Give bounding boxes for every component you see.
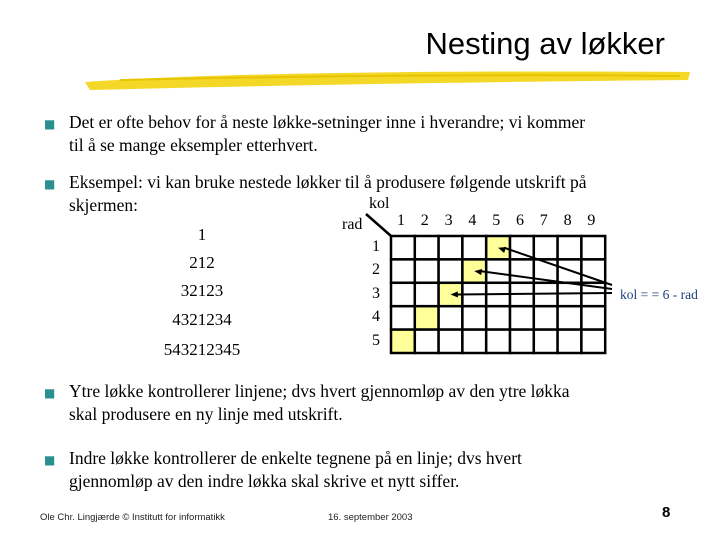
grid-cell	[510, 259, 534, 282]
grid-cell	[510, 330, 534, 353]
square-bullet-icon: ■	[44, 177, 56, 191]
grid-cell	[391, 236, 415, 259]
grid-cell	[462, 330, 486, 353]
grid-cell	[558, 330, 582, 353]
grid-cell	[439, 236, 463, 259]
bullet-text-4: Indre løkke kontrollerer de enkelte tegnene på en linje; dvs hvert gjennomløp av den indre løkka skal skrive et nytt siffer.	[69, 448, 522, 491]
bullet-text-3: Ytre løkke kontrollerer linjene; dvs hvert gjennomløp av den ytre løkka skal produsere en ny linje med utskrift.	[69, 381, 570, 424]
column-label: 2	[420, 212, 429, 229]
output-line: 32123	[180, 281, 224, 300]
column-label: 9	[587, 212, 596, 229]
column-label: 4	[468, 212, 477, 229]
grid-cell	[558, 283, 582, 306]
grid-cell	[462, 236, 486, 259]
output-line: 543212345	[163, 340, 241, 359]
grid-annotation: kol = = 6 - rad	[620, 287, 698, 302]
row-label: 4	[372, 308, 380, 326]
grid-cell	[415, 330, 439, 353]
row-label: 2	[372, 261, 380, 279]
grid-cell	[486, 259, 510, 282]
grid-cell	[581, 236, 605, 259]
row-label: 1	[372, 238, 380, 255]
grid-cell	[581, 306, 605, 329]
row-label: 5	[372, 331, 380, 349]
output-line: 4321234	[172, 310, 232, 329]
grid-cell	[486, 330, 510, 353]
grid-cell	[534, 306, 558, 329]
footer-date: 16. september 2003	[328, 512, 413, 523]
output-line: 212	[189, 253, 215, 272]
grid-cell	[415, 283, 439, 306]
column-label: 3	[444, 212, 453, 229]
row-header-label: rad	[342, 216, 363, 233]
square-bullet-icon: ■	[44, 117, 56, 131]
header-diagonal	[366, 214, 391, 236]
row-label: 3	[372, 284, 380, 302]
grid-cell	[391, 330, 415, 353]
col-header-label: kol	[369, 195, 390, 212]
grid-cell	[391, 283, 415, 306]
footer-author: Ole Chr. Lingjærde © Institutt for informatikk	[40, 512, 225, 523]
page-number: 8	[662, 504, 671, 521]
grid-cell	[415, 236, 439, 259]
grid-cell	[415, 306, 439, 329]
grid-cell	[534, 236, 558, 259]
column-label: 8	[563, 212, 572, 229]
grid-cell	[581, 330, 605, 353]
square-bullet-icon: ■	[44, 453, 56, 467]
square-bullet-icon: ■	[44, 386, 56, 400]
column-label: 1	[397, 212, 405, 229]
grid-cell	[391, 259, 415, 282]
grid-cell	[439, 306, 463, 329]
bullet-text-1: Det er ofte behov for å neste løkke-setninger inne i hverandre; vi kommer til å se mange eksempler etterhvert.	[69, 112, 586, 155]
grid-cell	[558, 306, 582, 329]
column-label: 7	[539, 212, 548, 229]
grid-cell	[558, 236, 582, 259]
bullet-text-2: Eksempel: vi kan bruke nestede løkker til å produsere følgende utskrift på skjermen:	[69, 172, 587, 215]
grid-cell	[534, 330, 558, 353]
grid-cell	[439, 330, 463, 353]
column-label: 5	[492, 212, 501, 229]
grid-cell	[486, 306, 510, 329]
grid-cell	[462, 306, 486, 329]
output-line: 1	[197, 225, 207, 244]
grid-cell	[415, 259, 439, 282]
slide-title: Nesting av løkker	[425, 26, 665, 61]
grid-cell	[510, 306, 534, 329]
grid-cell	[439, 259, 463, 282]
grid-cell	[391, 306, 415, 329]
column-label: 6	[516, 212, 524, 229]
